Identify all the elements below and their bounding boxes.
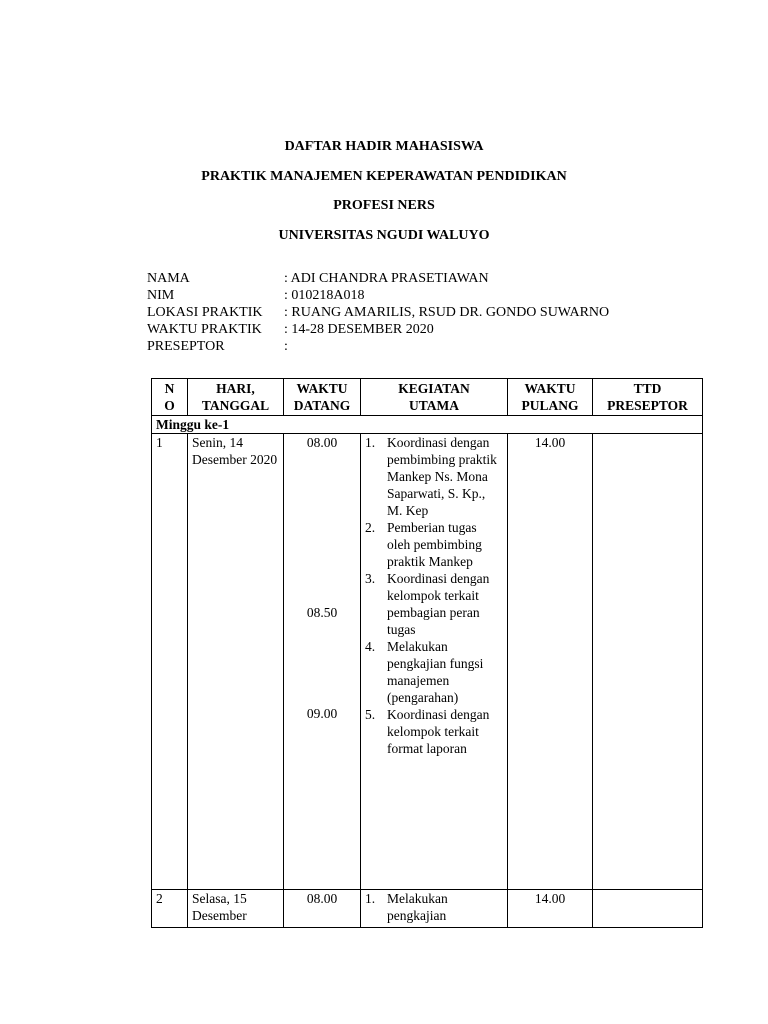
title-line-3: PROFESI NERS — [333, 198, 435, 213]
info-value: : 010218A018 — [284, 288, 365, 303]
info-label: LOKASI PRAKTIK — [147, 305, 263, 320]
info-label: PRESEPTOR — [147, 339, 225, 354]
table-row — [152, 890, 703, 928]
title-line-1: DAFTAR HADIR MAHASISWA — [284, 139, 484, 154]
info-label: NAMA — [147, 271, 190, 286]
student-info — [147, 270, 609, 355]
row-no: 2 — [152, 890, 188, 928]
row-waktu-datang — [284, 890, 361, 928]
list-item: 4. Melakukan pengkajian fungsi manajemen (pengarahan) — [365, 638, 503, 706]
header-no: N O — [152, 379, 188, 416]
week-row — [152, 416, 703, 434]
attendance-table — [151, 378, 703, 928]
list-item: 1. Melakukan pengkajian — [365, 890, 503, 924]
row-ttd-preseptor — [593, 434, 703, 890]
week-label: Minggu ke-1 — [152, 416, 703, 434]
header-kegiatan-utama: KEGIATAN UTAMA — [361, 379, 508, 416]
activity-text: Melakukan pengkajian fungsi manajemen (pengarahan) — [387, 639, 484, 705]
info-row-lokasi — [147, 304, 609, 321]
info-value: : RUANG AMARILIS, RSUD DR. GONDO SUWARNO — [284, 305, 610, 320]
row-activities — [361, 434, 508, 890]
info-label: NIM — [147, 288, 175, 303]
info-value: : — [284, 339, 288, 354]
list-item: 2. Pemberian tugas oleh pembimbing praktik Mankep — [365, 519, 503, 570]
info-row-waktu — [147, 321, 609, 338]
time-value: 08.00 — [306, 891, 338, 906]
time-value: 08.50 — [306, 605, 338, 620]
info-row-nim — [147, 287, 609, 304]
row-no: 1 — [152, 434, 188, 890]
activity-text: Koordinasi dengan pembimbing praktik Mankep Ns. Mona Saparwati, S. Kp., M. Kep — [387, 435, 497, 518]
row-date: Selasa, 15 Desember — [188, 890, 284, 928]
table-row — [152, 434, 703, 890]
list-item: 1. Koordinasi dengan pembimbing praktik Mankep Ns. Mona Saparwati, S. Kp., M. Kep — [365, 434, 503, 519]
activity-text: Melakukan pengkajian — [387, 891, 448, 923]
header-waktu-datang: WAKTU DATANG — [284, 379, 361, 416]
document-title-block — [0, 138, 768, 256]
list-item: 5. Koordinasi dengan kelompok terkait format laporan — [365, 706, 503, 757]
row-activities — [361, 890, 508, 928]
title-line-2: PRAKTIK MANAJEMEN KEPERAWATAN PENDIDIKAN — [201, 168, 567, 184]
header-ttd-preseptor: TTD PRESEPTOR — [593, 379, 703, 416]
row-waktu-pulang: 14.00 — [508, 434, 593, 890]
header-waktu-pulang: WAKTU PULANG — [508, 379, 593, 416]
activity-text: Koordinasi dengan kelompok terkait pembagian peran tugas — [387, 571, 490, 637]
row-waktu-pulang: 14.00 — [508, 890, 593, 928]
title-line-4: UNIVERSITAS NGUDI WALUYO — [278, 227, 490, 243]
info-value: : ADI CHANDRA PRASETIAWAN — [284, 271, 489, 286]
row-ttd-preseptor — [593, 890, 703, 928]
table-header-row — [152, 379, 703, 416]
info-value: : 14-28 DESEMBER 2020 — [284, 322, 434, 337]
row-waktu-datang — [284, 434, 361, 890]
header-hari-tanggal: HARI, TANGGAL — [188, 379, 284, 416]
info-row-nama — [147, 270, 609, 287]
time-value: 08.00 — [306, 435, 338, 450]
info-label: WAKTU PRAKTIK — [147, 322, 262, 337]
activity-text: Pemberian tugas oleh pembimbing praktik Mankep — [387, 520, 482, 569]
info-row-preseptor — [147, 338, 609, 355]
time-value: 09.00 — [306, 706, 338, 721]
list-item: 3. Koordinasi dengan kelompok terkait pembagian peran tugas — [365, 570, 503, 638]
row-date: Senin, 14 Desember 2020 — [188, 434, 284, 890]
activity-text: Koordinasi dengan kelompok terkait format laporan — [387, 707, 490, 756]
